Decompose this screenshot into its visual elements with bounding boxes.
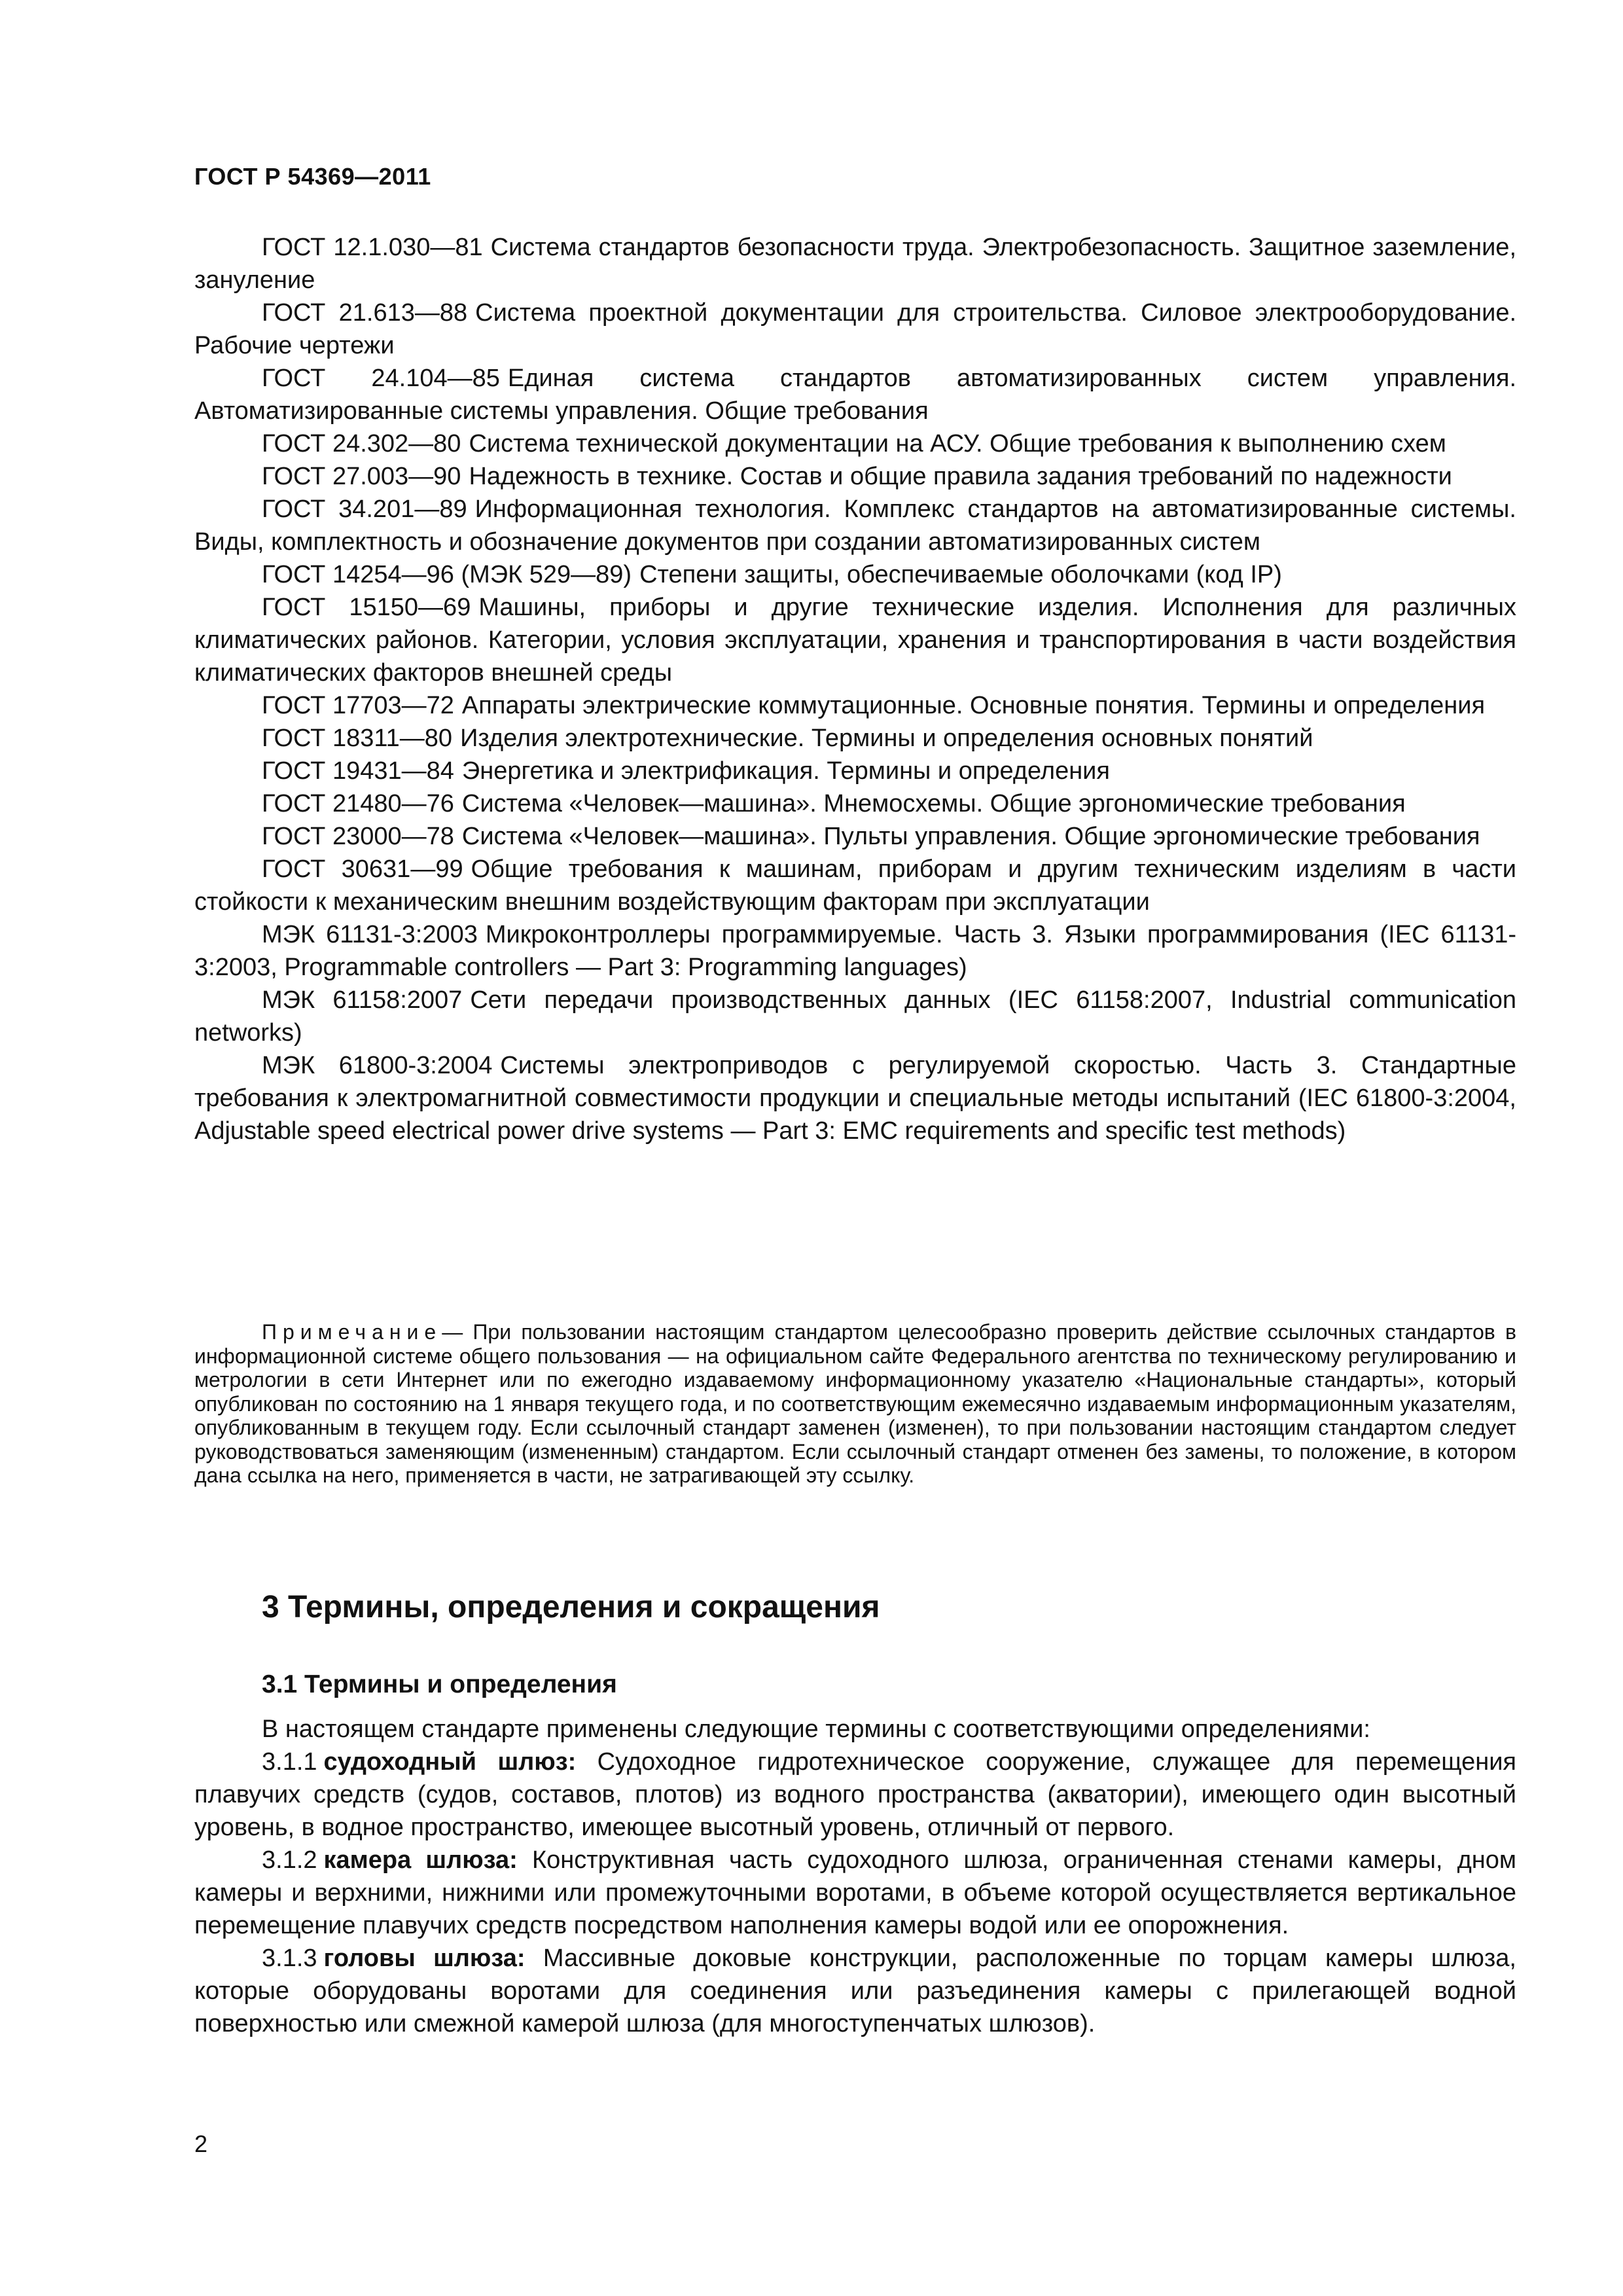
term-entry (194, 1942, 1516, 2040)
reference-item (194, 853, 1516, 918)
reference-code: МЭК 61131-3:2003 (262, 921, 478, 948)
reference-code: ГОСТ 34.201—89 (262, 495, 467, 523)
reference-item (194, 362, 1516, 427)
reference-title: Энергетика и электрификация. Термины и определения (461, 757, 1110, 785)
reference-title: Надежность в технике. Состав и общие правила задания требований по надежности (469, 463, 1452, 490)
reference-code: ГОСТ 15150—69 (262, 594, 471, 621)
reference-item (194, 1049, 1516, 1147)
reference-item (194, 722, 1516, 755)
reference-title: Общие требования к машинам, приборам и другим техническим изделиям в части стойкости к механическим внешним воздействующим факторам при эксплуатации (194, 855, 1516, 916)
reference-item (194, 918, 1516, 984)
term-number: 3.1.2 (262, 1846, 317, 1874)
reference-code: ГОСТ 12.1.030—81 (262, 234, 483, 261)
reference-item (194, 755, 1516, 787)
reference-title: Система «Человек—машина». Пульты управления. Общие эргономические требования (461, 823, 1480, 850)
reference-title: Степени защиты, обеспечиваемые оболочками (код IP) (639, 561, 1282, 588)
reference-item (194, 689, 1516, 722)
reference-code: ГОСТ 21480—76 (262, 790, 454, 817)
reference-title: Система проектной документации для строительства. Силовое электрооборудование. Рабочие чертежи (194, 299, 1517, 359)
reference-code: ГОСТ 24.104—85 (262, 365, 500, 392)
term-word: головы шлюза: (323, 1945, 526, 1972)
subsection-heading: 3.1 Термины и определения (262, 1670, 617, 1698)
reference-item (194, 787, 1516, 820)
reference-item (194, 231, 1516, 296)
reference-code: ГОСТ 14254—96 (МЭК 529—89) (262, 561, 632, 588)
page-number: 2 (194, 2130, 208, 2157)
reference-item (194, 820, 1516, 853)
reference-code: МЭК 61800-3:2004 (262, 1052, 493, 1079)
term-number: 3.1.1 (262, 1748, 317, 1776)
references-note (194, 1320, 1516, 1488)
term-definition: Конструктивная часть судоходного шлюза, ограниченная стенами камеры, дном камеры и верхними, нижними или промежуточными воротами, в объеме которой осуществляется вертикальное перемещение плавучих средств посредством наполнения камеры водой или ее опорожнения. (194, 1846, 1516, 1939)
note-text: — При пользовании настоящим стандартом целесообразно проверить действие ссылочных стандартов в информационной системе общего пользования — на официальном сайте Федерального агентства по техническому регулированию и метрологии в сети Интернет или по ежегодно издаваемому информационному указателю «Национальные стандарты», который опубликован по состоянию на 1 января текущего года, и по соответствующим ежемесячно издаваемым информационным указателям, опубликованным в текущем году. Если ссылочный стандарт заменен (изменен), то при пользовании настоящим стандартом следует руководствоваться заменяющим (измененным) стандартом. Если ссылочный стандарт отменен без замены, то положение, в котором дана ссылка на него, применяется в части, не затрагивающей эту ссылку. (194, 1320, 1516, 1487)
reference-code: ГОСТ 19431—84 (262, 757, 454, 785)
reference-item (194, 984, 1516, 1049)
document-header: ГОСТ Р 54369—2011 (194, 163, 431, 190)
reference-title: Система «Человек—машина». Мнемосхемы. Общие эргономические требования (461, 790, 1406, 817)
reference-title: Сети передачи производственных данных (IEC 61158:2007, Industrial communication networks) (194, 986, 1516, 1047)
normative-references-list (194, 231, 1516, 1147)
reference-code: ГОСТ 17703—72 (262, 692, 454, 719)
reference-title: Система технической документации на АСУ. Общие требования к выполнению схем (469, 430, 1446, 457)
term-definition: Массивные доковые конструкции, расположенные по торцам камеры шлюза, которые оборудованы воротами для соединения или разъединения камеры с прилегающей водной поверхностью или смежной камерой шлюза (для многоступенчатых шлюзов). (194, 1945, 1516, 2037)
reference-title: Система стандартов безопасности труда. Электробезопасность. Защитное заземление, зануление (194, 234, 1517, 294)
term-entry (194, 1746, 1516, 1844)
reference-item (194, 427, 1516, 460)
reference-item (194, 296, 1516, 362)
reference-title: Единая система стандартов автоматизированных систем управления. Автоматизированные системы управления. Общие требования (194, 365, 1516, 425)
reference-code: ГОСТ 27.003—90 (262, 463, 461, 490)
note-label: Примечание (262, 1320, 442, 1344)
terms-intro: В настоящем стандарте применены следующие термины с соответствующими определениями: (262, 1715, 1370, 1743)
reference-item (194, 558, 1516, 591)
term-word: судоходный шлюз: (323, 1748, 577, 1776)
reference-title: Информационная технология. Комплекс стандартов на автоматизированные системы. Виды, комплектность и обозначение документов при создании автоматизированных систем (194, 495, 1516, 556)
term-definition: Судоходное гидротехническое сооружение, служащее для перемещения плавучих средств (судов, составов, плотов) из водного пространства (акватории), имеющего один высотный уровень, в водное пространство, имеющее высотный уровень, отличный от первого. (194, 1748, 1517, 1841)
reference-title: Машины, приборы и другие технические изделия. Исполнения для различных климатических районов. Категории, условия эксплуатации, хранения и транспортирования в части воздействия климатических факторов внешней среды (194, 594, 1516, 687)
term-entry (194, 1844, 1516, 1942)
reference-code: ГОСТ 18311—80 (262, 725, 453, 752)
reference-title: Системы электроприводов с регулируемой скоростью. Часть 3. Стандартные требования к электромагнитной совместимости продукции и специальные методы испытаний (IEC 61800-3:2004, Adjustable speed electrical power drive systems — Part 3: EMC requirements and specific test methods) (194, 1052, 1516, 1145)
reference-code: ГОСТ 30631—99 (262, 855, 463, 883)
reference-title: Изделия электротехнические. Термины и определения основных понятий (460, 725, 1313, 752)
reference-item (194, 460, 1516, 493)
reference-code: ГОСТ 21.613—88 (262, 299, 468, 327)
reference-title: Микроконтроллеры программируемые. Часть 3. Языки программирования (IEC 61131-3:2003, Programmable controllers — Part 3: Programming languages) (194, 921, 1517, 981)
reference-code: МЭК 61158:2007 (262, 986, 463, 1014)
section-heading: 3 Термины, определения и сокращения (262, 1590, 880, 1624)
term-word: камера шлюза: (323, 1846, 518, 1874)
reference-code: ГОСТ 23000—78 (262, 823, 454, 850)
reference-title: Аппараты электрические коммутационные. Основные понятия. Термины и определения (461, 692, 1486, 719)
reference-code: ГОСТ 24.302—80 (262, 430, 461, 457)
term-number: 3.1.3 (262, 1945, 317, 1972)
reference-item (194, 493, 1516, 558)
reference-item (194, 591, 1516, 689)
terms-list (194, 1713, 1516, 2040)
